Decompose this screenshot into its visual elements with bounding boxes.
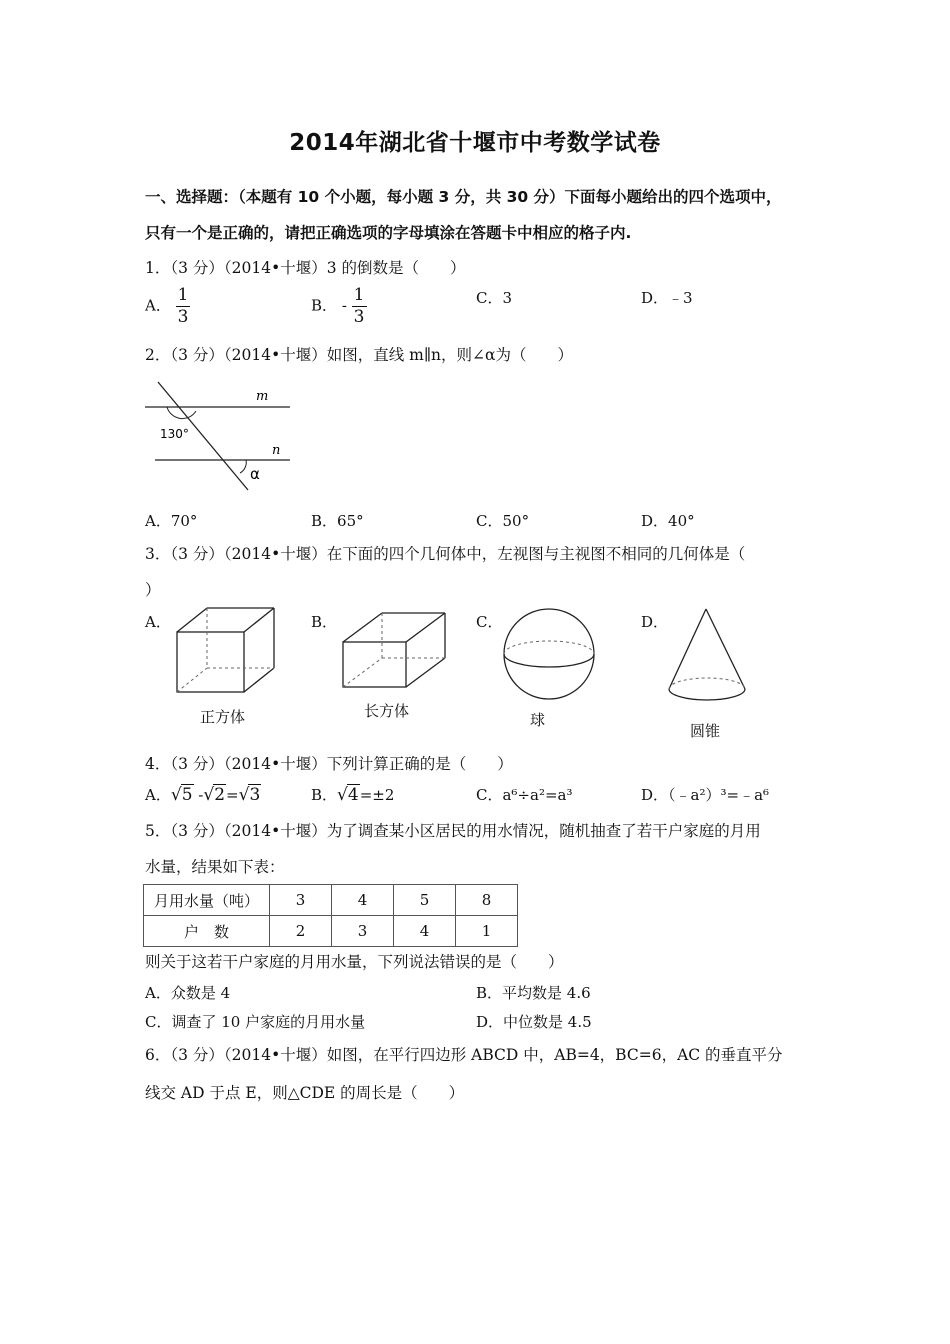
radicand: 4 — [347, 785, 359, 805]
label-n: n — [272, 443, 281, 458]
q5-option-c: C．调查了 10 户家庭的月用水量 — [145, 1013, 366, 1031]
q1-option-b — [311, 287, 367, 326]
q1-stem: 1．（3 分）（2014•十堰）3 的倒数是（ ） — [145, 259, 466, 277]
q4-option-b-label: B． — [311, 786, 338, 804]
q4-option-c: C．a⁶÷a²=a³ — [476, 786, 573, 804]
table-cell: 2 — [270, 916, 332, 947]
q2-option-b: B．65° — [311, 512, 364, 530]
minus-sign: - — [198, 786, 204, 804]
q3-option-a-label: A． — [145, 613, 171, 631]
angle-alpha-arc — [240, 460, 246, 473]
q3-cube-caption: 正方体 — [200, 708, 246, 726]
q4-option-b: B．√4=±2 — [311, 785, 395, 805]
q1-option-a — [145, 287, 190, 326]
q1-option-b-label: B． — [311, 296, 338, 315]
q5-option-d: D．中位数是 4.5 — [476, 1013, 592, 1031]
table-cell: 3 — [270, 885, 332, 916]
q5-option-a: A．众数是 4 — [145, 984, 231, 1002]
equals-sign: = — [226, 786, 239, 804]
fraction-numerator: 1 — [177, 285, 189, 305]
q3-cuboid-figure — [337, 610, 452, 690]
table-cell: 1 — [456, 916, 518, 947]
q3-option-d-label: D． — [641, 613, 669, 631]
q4-option-b-rest: =±2 — [359, 786, 395, 804]
table-cell: 3 — [332, 916, 394, 947]
fraction-numerator: 1 — [353, 285, 365, 305]
q1-option-a-label: A． — [145, 296, 171, 315]
q5-stem-line1: 5．（3 分）（2014•十堰）为了调查某小区居民的用水情况，随机抽查了若干户家庭的月用 — [145, 822, 761, 840]
label-m: m — [256, 389, 269, 404]
q3-stem-line1: 3．（3 分）（2014•十堰）在下面的四个几何体中，左视图与主视图不相同的几何体是（ — [145, 545, 746, 563]
q1-option-b-sign: - — [341, 296, 347, 315]
table-cell: 4 — [394, 916, 456, 947]
page-title: 2014年湖北省十堰市中考数学试卷 — [289, 130, 661, 156]
table-row — [144, 885, 518, 916]
q4-option-a-label: A． — [145, 786, 171, 804]
angle-130-arc — [167, 407, 196, 419]
radicand: 5 — [181, 785, 193, 805]
q6-stem-line1: 6．（3 分）（2014•十堰）如图，在平行四边形 ABCD 中，AB=4，BC=6，AC 的垂直平分 — [145, 1046, 783, 1064]
q3-cuboid-caption: 长方体 — [364, 702, 410, 720]
q3-cone-figure — [665, 605, 755, 705]
label-alpha: α — [250, 465, 260, 483]
q4-stem: 4．（3 分）（2014•十堰）下列计算正确的是（ ） — [145, 755, 513, 773]
q4-option-a: A．√5 -√2=√3 — [145, 785, 261, 805]
table-row — [144, 916, 518, 947]
radicand: 2 — [214, 785, 226, 805]
label-130-degrees: 130° — [160, 427, 189, 441]
radicand: 3 — [249, 785, 261, 805]
q3-option-b-label: B． — [311, 613, 338, 631]
table-cell: 4 — [332, 885, 394, 916]
fraction-denominator: 3 — [177, 307, 189, 327]
table-cell: 8 — [456, 885, 518, 916]
q5-water-usage-table — [143, 884, 518, 947]
q2-parallel-lines-figure — [140, 375, 300, 495]
q3-sphere-caption: 球 — [530, 711, 546, 729]
q2-stem: 2．（3 分）（2014•十堰）如图，直线 m∥n，则∠α为（ ） — [145, 346, 573, 364]
q3-cone-caption: 圆锥 — [690, 722, 721, 740]
q6-stem-line2: 线交 AD 于点 E，则△CDE 的周长是（ ） — [145, 1084, 465, 1102]
q2-option-a: A．70° — [145, 512, 198, 530]
table-row-header: 户 数 — [144, 916, 270, 947]
fraction-denominator: 3 — [353, 307, 365, 327]
q5-stem-line2: 水量，结果如下表： — [145, 858, 285, 876]
q3-sphere-figure — [500, 606, 600, 702]
q3-stem-line2: ） — [145, 581, 161, 599]
section-heading-line2: 只有一个是正确的，请把正确选项的字母填涂在答题卡中相应的格子内. — [145, 224, 632, 242]
q4-option-d: D．（﹣a²）³=﹣a⁶ — [641, 786, 770, 804]
q1-option-d: D．﹣3 — [641, 289, 693, 307]
q3-option-c-label: C． — [476, 613, 503, 631]
q5-option-b: B．平均数是 4.6 — [476, 984, 591, 1002]
q1-option-a-fraction — [176, 287, 191, 326]
q2-option-c: C．50° — [476, 512, 530, 530]
table-row-header: 月用水量（吨） — [144, 885, 270, 916]
q2-option-d: D．40° — [641, 512, 695, 530]
section-heading-line1: 一、选择题：（本题有 10 个小题，每小题 3 分，共 30 分）下面每小题给出的四个选项中， — [145, 188, 782, 206]
q1-option-c: C．3 — [476, 289, 513, 307]
table-cell: 5 — [394, 885, 456, 916]
q3-cube-figure — [170, 605, 280, 695]
q5-follow-up: 则关于这若干户家庭的月用水量，下列说法错误的是（ ） — [145, 953, 564, 971]
q1-option-b-fraction — [352, 287, 367, 326]
